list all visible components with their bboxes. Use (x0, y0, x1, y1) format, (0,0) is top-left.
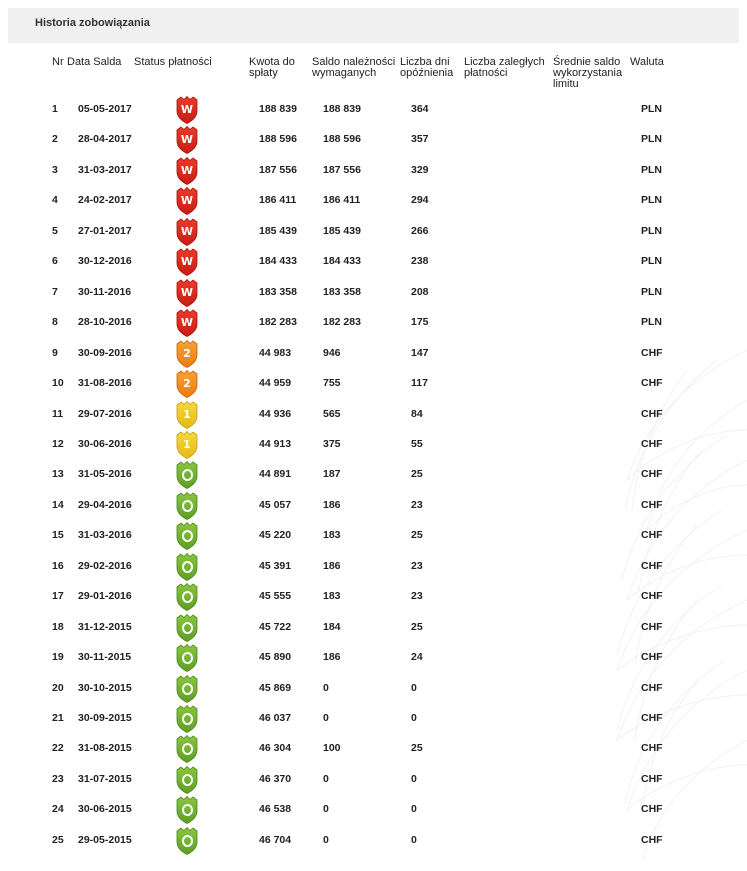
row-number: 22 (52, 742, 64, 755)
section-title: Historia zobowiązania (35, 17, 150, 29)
row-waluta: CHF (641, 772, 663, 785)
row-number: 1 (52, 103, 58, 115)
row-waluta: CHF (641, 712, 663, 724)
row-date: 29-01-2016 (78, 590, 132, 603)
row-date: 30-10-2015 (78, 681, 132, 694)
status-badge-letter: W (180, 316, 194, 330)
column-header-srednie-line3: limitu (553, 78, 579, 90)
row-kwota: 45 869 (259, 681, 292, 694)
column-header-zaleglych (464, 57, 545, 79)
status-badge-icon (176, 340, 198, 368)
row-waluta: CHF (641, 346, 663, 359)
status-badge-letter: W (180, 194, 194, 208)
column-header-saldo-line1: Saldo należności (312, 56, 396, 68)
row-saldo: 183 (323, 529, 341, 542)
column-header-nr: Nr (52, 56, 64, 68)
row-date: 29-02-2016 (78, 559, 132, 572)
status-badge-icon (176, 431, 198, 459)
section-header (8, 8, 739, 43)
row-waluta: PLN (641, 285, 662, 298)
table-row (0, 643, 747, 673)
row-waluta: PLN (641, 103, 662, 115)
column-header-srednie (553, 57, 622, 90)
row-date: 30-06-2016 (78, 437, 132, 450)
status-badge-icon (176, 827, 198, 855)
status-badge-icon (176, 401, 198, 429)
row-dni: 0 (411, 681, 417, 694)
column-header-srednie-line2: wykorzystania (553, 67, 623, 79)
row-kwota: 45 722 (259, 620, 292, 633)
row-number: 24 (52, 803, 64, 816)
row-saldo: 0 (323, 681, 329, 694)
row-saldo: 186 (323, 498, 341, 511)
row-waluta: CHF (641, 407, 663, 420)
row-saldo: 183 (323, 590, 341, 603)
table-row (0, 156, 747, 186)
column-header-dni-line2: opóźnienia (400, 67, 454, 79)
column-header-saldo-line2: wymaganych (312, 67, 377, 79)
row-saldo: 183 358 (323, 285, 361, 298)
row-saldo: 187 (323, 468, 341, 481)
status-badge-ring (182, 774, 193, 786)
column-header-dni-line1: Liczba dni (400, 56, 450, 68)
row-date: 31-08-2016 (78, 377, 132, 390)
row-dni: 23 (411, 559, 423, 572)
status-badge-letter: W (180, 285, 194, 299)
column-header-kwota-line2: spłaty (249, 67, 278, 79)
table-row (0, 308, 747, 338)
status-badge-icon (176, 796, 198, 824)
row-number: 15 (52, 529, 64, 542)
row-number: 12 (52, 437, 64, 450)
row-number: 25 (52, 833, 64, 846)
row-date: 30-12-2016 (78, 255, 132, 268)
row-waluta: CHF (641, 498, 663, 511)
row-kwota: 44 959 (259, 377, 292, 390)
row-number: 2 (52, 133, 58, 146)
row-waluta: PLN (641, 194, 662, 207)
row-number: 14 (52, 498, 64, 511)
row-waluta: PLN (641, 316, 662, 329)
row-saldo: 185 439 (323, 224, 361, 237)
status-badge-icon (176, 309, 198, 337)
table-row (0, 521, 747, 551)
row-date: 31-05-2016 (78, 468, 132, 481)
row-kwota: 182 283 (259, 316, 297, 329)
row-saldo: 0 (323, 803, 329, 816)
status-badge-ring (182, 683, 193, 695)
row-number: 19 (52, 651, 64, 664)
table-row (0, 247, 747, 277)
row-date: 31-03-2016 (78, 529, 132, 542)
row-dni: 147 (411, 346, 429, 359)
status-badge-ring (182, 835, 193, 847)
table-row (0, 400, 747, 430)
row-waluta: PLN (641, 224, 662, 237)
row-saldo: 0 (323, 772, 329, 785)
column-header-saldo (312, 57, 395, 79)
row-saldo: 182 283 (323, 316, 361, 329)
row-date: 05-05-2017 (78, 103, 132, 115)
row-date: 29-05-2015 (78, 833, 132, 846)
table-row (0, 460, 747, 490)
row-date: 24-02-2017 (78, 194, 132, 207)
row-dni: 25 (411, 620, 423, 633)
column-header-date: Data Salda (67, 56, 122, 68)
status-badge-icon (176, 644, 198, 672)
column-header-kwota (249, 57, 295, 79)
row-waluta: CHF (641, 651, 663, 664)
row-dni: 238 (411, 255, 429, 268)
row-saldo: 187 556 (323, 163, 361, 176)
row-number: 6 (52, 255, 58, 268)
table-row (0, 217, 747, 247)
row-date: 30-06-2015 (78, 803, 132, 816)
row-kwota: 44 913 (259, 437, 292, 450)
row-waluta: CHF (641, 437, 663, 450)
table-row (0, 795, 747, 825)
row-dni: 0 (411, 712, 417, 724)
row-kwota: 44 983 (259, 346, 292, 359)
table-row (0, 278, 747, 308)
row-saldo: 100 (323, 742, 341, 755)
status-badge-icon (176, 187, 198, 215)
status-badge-icon (176, 522, 198, 550)
status-badge-icon (176, 126, 198, 154)
status-badge-ring (182, 652, 193, 664)
row-dni: 25 (411, 529, 423, 542)
table-row (0, 826, 747, 856)
table-row (0, 674, 747, 704)
table-row (0, 95, 747, 125)
row-dni: 25 (411, 742, 423, 755)
row-saldo: 184 433 (323, 255, 361, 268)
status-badge-icon (176, 370, 198, 398)
row-saldo: 188 596 (323, 133, 361, 146)
row-dni: 208 (411, 285, 429, 298)
row-saldo: 186 (323, 651, 341, 664)
row-waluta: CHF (641, 559, 663, 572)
status-badge-icon (176, 614, 198, 642)
row-date: 30-11-2016 (78, 285, 132, 298)
status-badge-icon (176, 461, 198, 489)
table-row (0, 369, 747, 399)
row-dni: 329 (411, 163, 429, 176)
column-header-zaleglych-line1: Liczba zaległych (464, 56, 545, 68)
row-dni: 266 (411, 224, 429, 237)
status-badge-icon (176, 248, 198, 276)
row-number: 7 (52, 285, 58, 298)
status-badge-icon (176, 218, 198, 246)
status-badge-icon (176, 735, 198, 763)
status-badge-letter: W (180, 103, 194, 116)
row-kwota: 185 439 (259, 224, 297, 237)
row-date: 30-11-2015 (78, 651, 132, 664)
row-dni: 117 (411, 377, 428, 390)
row-kwota: 183 358 (259, 285, 297, 298)
row-saldo: 0 (323, 833, 329, 846)
row-kwota: 45 391 (259, 559, 292, 572)
row-kwota: 187 556 (259, 163, 297, 176)
row-kwota: 186 411 (259, 194, 297, 207)
column-header-srednie-line1: Średnie saldo (553, 56, 621, 68)
row-waluta: CHF (641, 590, 663, 603)
row-date: 31-12-2015 (78, 620, 132, 633)
row-saldo: 184 (323, 620, 341, 633)
table-row (0, 430, 747, 460)
row-kwota: 46 037 (259, 712, 292, 724)
row-number: 3 (52, 163, 58, 176)
row-kwota: 45 220 (259, 529, 292, 542)
row-date: 31-08-2015 (78, 742, 132, 755)
row-waluta: CHF (641, 833, 663, 846)
status-badge-letter: W (180, 133, 194, 147)
status-badge-letter: 2 (183, 346, 191, 360)
table-row (0, 582, 747, 612)
status-badge-icon (176, 583, 198, 611)
table-row (0, 491, 747, 521)
row-dni: 294 (411, 194, 429, 207)
row-kwota: 46 704 (259, 833, 292, 846)
status-badge-icon (176, 279, 198, 307)
row-dni: 25 (411, 468, 423, 481)
row-date: 30-09-2015 (78, 712, 132, 724)
row-waluta: PLN (641, 163, 662, 176)
status-badge-icon (176, 157, 198, 185)
row-dni: 0 (411, 833, 417, 846)
row-kwota: 188 596 (259, 133, 297, 146)
row-number: 20 (52, 681, 64, 694)
row-number: 17 (52, 590, 64, 603)
column-header-dni (400, 57, 453, 79)
table-row (0, 765, 747, 795)
row-number: 11 (52, 407, 64, 420)
status-badge-icon (176, 96, 198, 124)
status-badge-icon (176, 766, 198, 794)
row-waluta: CHF (641, 377, 663, 390)
row-saldo: 755 (323, 377, 341, 390)
status-badge-letter: 2 (183, 377, 191, 391)
row-saldo: 186 (323, 559, 341, 572)
status-badge-icon (176, 553, 198, 581)
status-badge-ring (182, 500, 193, 512)
row-kwota: 46 370 (259, 772, 292, 785)
row-saldo: 565 (323, 407, 341, 420)
row-date: 29-07-2016 (78, 407, 132, 420)
row-dni: 0 (411, 772, 417, 785)
row-date: 27-01-2017 (78, 224, 132, 237)
row-kwota: 44 936 (259, 407, 292, 420)
status-badge-ring (182, 622, 193, 634)
row-number: 18 (52, 620, 64, 633)
table-row (0, 552, 747, 582)
row-dni: 84 (411, 407, 423, 420)
row-kwota: 184 433 (259, 255, 297, 268)
table-row (0, 704, 747, 734)
row-waluta: CHF (641, 620, 663, 633)
column-header-status: Status płatności (134, 56, 212, 68)
row-number: 4 (52, 194, 58, 207)
table-row (0, 613, 747, 643)
row-date: 30-09-2016 (78, 346, 132, 359)
row-number: 21 (52, 712, 64, 724)
row-dni: 23 (411, 590, 423, 603)
row-kwota: 46 538 (259, 803, 292, 816)
row-dni: 55 (411, 437, 423, 450)
status-badge-icon (176, 705, 198, 733)
table-row (0, 186, 747, 216)
row-number: 23 (52, 772, 64, 785)
row-dni: 23 (411, 498, 423, 511)
row-waluta: CHF (641, 803, 663, 816)
status-badge-ring (182, 713, 193, 725)
row-date: 31-07-2015 (78, 772, 132, 785)
row-dni: 24 (411, 651, 423, 664)
status-badge-letter: W (180, 163, 194, 177)
row-number: 13 (52, 468, 64, 481)
row-kwota: 45 057 (259, 498, 292, 511)
row-waluta: CHF (641, 681, 663, 694)
row-date: 29-04-2016 (78, 498, 132, 511)
column-header-kwota-line1: Kwota do (249, 56, 295, 68)
row-kwota: 45 555 (259, 590, 292, 603)
row-number: 10 (52, 377, 64, 390)
row-saldo: 375 (323, 437, 341, 450)
row-number: 8 (52, 316, 58, 329)
row-date: 28-04-2017 (78, 133, 132, 146)
status-badge-icon (176, 675, 198, 703)
row-dni: 175 (411, 316, 429, 329)
row-kwota: 46 304 (259, 742, 292, 755)
row-saldo: 186 411 (323, 194, 361, 207)
row-dni: 0 (411, 803, 417, 816)
column-header-waluta: Waluta (630, 56, 664, 68)
status-badge-letter: 1 (183, 407, 191, 421)
table-row (0, 125, 747, 155)
row-waluta: CHF (641, 529, 663, 542)
table-row (0, 339, 747, 369)
row-date: 31-03-2017 (78, 163, 132, 176)
status-badge-letter: W (180, 255, 194, 269)
row-number: 5 (52, 224, 58, 237)
row-number: 9 (52, 346, 58, 359)
row-kwota: 45 890 (259, 651, 292, 664)
row-date: 28-10-2016 (78, 316, 132, 329)
row-waluta: PLN (641, 133, 662, 146)
column-header-zaleglych-line2: płatności (464, 67, 508, 79)
row-number: 16 (52, 559, 64, 572)
row-waluta: CHF (641, 742, 663, 755)
row-waluta: CHF (641, 468, 663, 481)
row-dni: 357 (411, 133, 429, 146)
row-saldo: 946 (323, 346, 341, 359)
row-kwota: 44 891 (259, 468, 292, 481)
status-badge-ring (182, 561, 193, 573)
status-badge-letter: W (180, 224, 194, 238)
row-dni: 364 (411, 103, 429, 115)
row-saldo: 188 839 (323, 103, 361, 115)
status-badge-letter: 1 (183, 437, 191, 451)
row-saldo: 0 (323, 712, 329, 724)
status-badge-icon (176, 492, 198, 520)
row-waluta: PLN (641, 255, 662, 268)
table-row (0, 734, 747, 764)
row-kwota: 188 839 (259, 103, 297, 115)
